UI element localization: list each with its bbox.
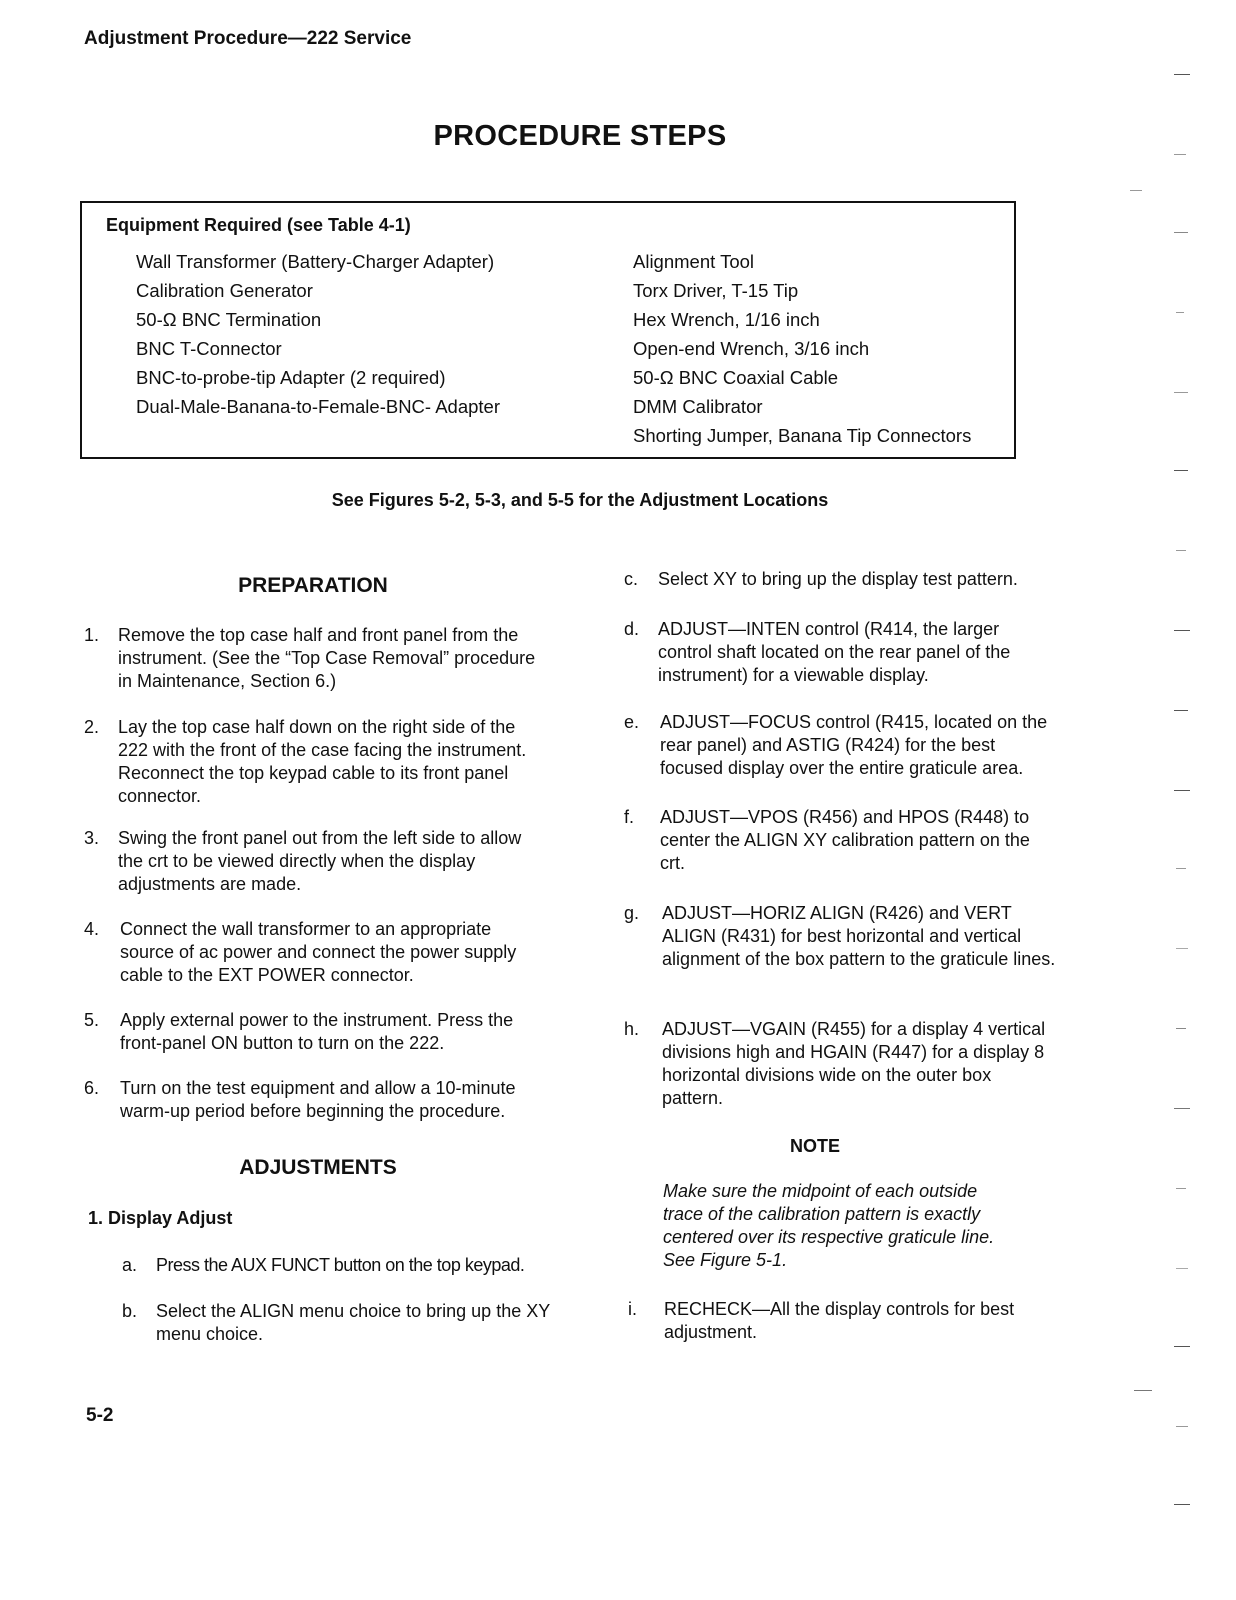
step-text: Turn on the test equipment and allow a 10-minute warm-up period before beginning the procedure.	[120, 1078, 516, 1121]
equipment-item: Open-end Wrench, 3/16 inch	[633, 338, 870, 359]
page-number: 5-2	[86, 1405, 114, 1426]
margin-mark	[1174, 1504, 1190, 1505]
display-adjust-subheading: 1. Display Adjust	[88, 1208, 233, 1228]
margin-mark	[1174, 470, 1188, 471]
step-number: 3.	[84, 828, 100, 848]
step-letter: h.	[624, 1019, 640, 1039]
margin-mark	[1174, 790, 1190, 791]
equipment-item: 50-Ω BNC Termination	[136, 309, 322, 330]
step-text: Lay the top case half down on the right side of the 222 with the front of the case facing the instrument. Reconnect the top keypad cable to its front panel connector.	[118, 717, 527, 806]
margin-mark	[1174, 1108, 1190, 1109]
margin-mark	[1130, 190, 1142, 191]
margin-mark	[1176, 1268, 1188, 1269]
step-text: Swing the front panel out from the left side to allow the crt to be viewed directly when the display adjustments are made.	[118, 828, 522, 894]
step-text: Remove the top case half and front panel from the instrument. (See the “Top Case Removal” procedure in Maintenance, Section 6.)	[118, 625, 536, 691]
margin-mark	[1176, 1188, 1186, 1189]
equipment-item: DMM Calibrator	[633, 396, 763, 417]
margin-mark	[1176, 868, 1186, 869]
step-number: 5.	[84, 1010, 100, 1030]
equipment-item: Shorting Jumper, Banana Tip Connectors	[633, 425, 972, 446]
equipment-item: BNC T-Connector	[136, 338, 282, 359]
margin-mark	[1174, 630, 1190, 631]
margin-mark	[1134, 1390, 1152, 1391]
equipment-item: Calibration Generator	[136, 280, 313, 301]
step-letter: e.	[624, 712, 640, 732]
step-text: Press the AUX FUNCT button on the top keypad.	[156, 1255, 525, 1275]
equipment-item: Hex Wrench, 1/16 inch	[633, 309, 820, 330]
note-heading: NOTE	[790, 1136, 841, 1156]
margin-mark	[1176, 550, 1186, 551]
step-text: Connect the wall transformer to an appropriate source of ac power and connect the power supply cable to the EXT POWER connector.	[120, 919, 517, 985]
step-letter: d.	[624, 619, 640, 639]
margin-mark	[1174, 232, 1188, 233]
equipment-item: BNC-to-probe-tip Adapter (2 required)	[136, 367, 446, 388]
preparation-heading: PREPARATION	[238, 574, 388, 597]
margin-mark	[1174, 154, 1186, 155]
margin-mark	[1174, 1346, 1190, 1347]
step-text: ADJUST—VGAIN (R455) for a display 4 vertical divisions high and HGAIN (R447) for a display 8 horizontal divisions wide on the outer box pattern.	[662, 1019, 1046, 1108]
margin-mark	[1174, 710, 1188, 711]
equipment-list-left	[136, 247, 500, 421]
step-letter: a.	[122, 1255, 138, 1275]
step-letter: b.	[122, 1301, 138, 1321]
step-text: Apply external power to the instrument. Press the front-panel ON button to turn on the 222.	[120, 1010, 514, 1053]
equipment-item: Dual-Male-Banana-to-Female-BNC- Adapter	[136, 396, 500, 417]
running-header: Adjustment Procedure—222 Service	[84, 28, 412, 49]
step-text: Select the ALIGN menu choice to bring up the XY menu choice.	[156, 1301, 550, 1344]
equipment-item: 50-Ω BNC Coaxial Cable	[633, 367, 839, 388]
step-number: 6.	[84, 1078, 100, 1098]
margin-mark	[1176, 948, 1188, 949]
margin-mark	[1176, 1426, 1188, 1427]
margin-mark	[1176, 1028, 1186, 1029]
step-letter: i.	[628, 1299, 637, 1319]
figures-reference-note: See Figures 5-2, 5-3, and 5-5 for the Adjustment Locations	[331, 490, 829, 510]
step-text: ADJUST—HORIZ ALIGN (R426) and VERT ALIGN (R431) for best horizontal and vertical alignment of the box pattern to the graticule lines.	[662, 903, 1056, 969]
step-text: ADJUST—VPOS (R456) and HPOS (R448) to center the ALIGN XY calibration pattern on the crt.	[660, 807, 1030, 873]
step-letter: f.	[624, 807, 635, 827]
step-letter: c.	[624, 569, 639, 589]
equipment-item: Torx Driver, T-15 Tip	[633, 280, 799, 301]
equipment-list-right	[633, 247, 971, 450]
step-number: 4.	[84, 919, 100, 939]
step-number: 2.	[84, 717, 100, 737]
equipment-heading: Equipment Required (see Table 4-1)	[106, 215, 411, 235]
margin-mark	[1176, 312, 1184, 313]
page-title: PROCEDURE STEPS	[433, 120, 727, 152]
adjustments-heading: ADJUSTMENTS	[239, 1156, 397, 1179]
equipment-item: Alignment Tool	[633, 251, 755, 272]
note-text: Make sure the midpoint of each outside trace of the calibration pattern is exactly centered over its respective graticule line. See Figure 5-1.	[663, 1181, 995, 1270]
equipment-item: Wall Transformer (Battery-Charger Adapter)	[136, 251, 495, 272]
step-letter: g.	[624, 903, 640, 923]
step-number: 1.	[84, 625, 100, 645]
equipment-required-box	[80, 201, 1016, 459]
step-text: RECHECK—All the display controls for best adjustment.	[664, 1299, 1015, 1342]
margin-mark	[1174, 74, 1190, 75]
step-text: ADJUST—INTEN control (R414, the larger control shaft located on the rear panel of the instrument) for a viewable display.	[658, 619, 1011, 685]
step-text: Select XY to bring up the display test pattern.	[658, 569, 1018, 589]
margin-mark	[1174, 392, 1188, 393]
step-text: ADJUST—FOCUS control (R415, located on the rear panel) and ASTIG (R424) for the best focused display over the entire graticule area.	[660, 712, 1048, 778]
